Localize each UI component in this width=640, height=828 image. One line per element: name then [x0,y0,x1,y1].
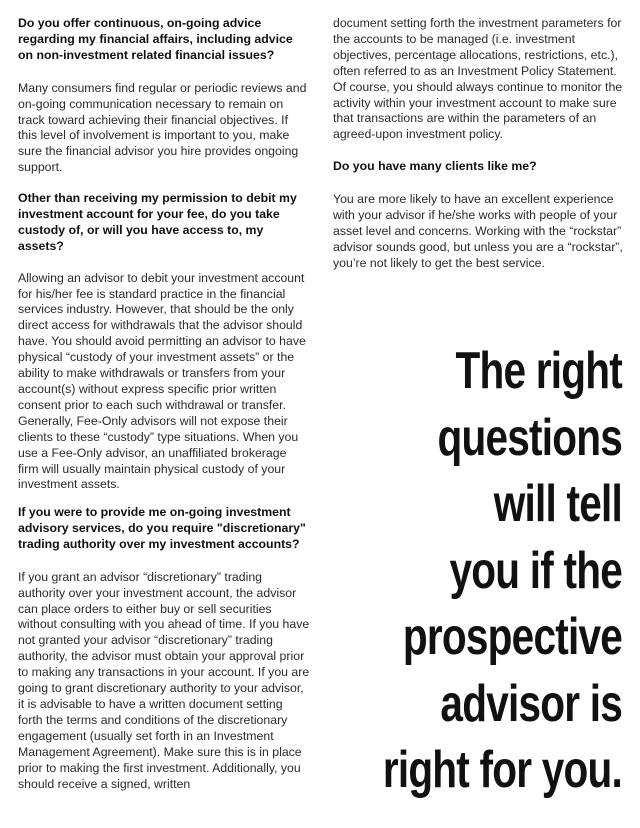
pull-quote-line: right for you. [382,741,622,799]
answer-paragraph: If you grant an advisor “discretionary” trading authority over your investment account, the advisor can place orders to either buy or sell securities without consulting with you ahead of time. If you have not granted your advisor “discretionary” trading authority, the advisor must obtain your approval prior to making any transactions in your account. If you are going to grant discretionary authority to your advisor, it is advisable to have a written document setting forth the terms and conditions of the discretionary engagement (usually set forth in an Investment Management Agreement). Make sure this is in place prior to making the first investment. Additionally, you should receive a signed, written [18,569,310,791]
pull-quote-line: you if the [449,541,622,600]
pull-quote-line: prospective [402,608,622,666]
answer-paragraph: You are more likely to have an excellent experience with your advisor if he/she works with people of your asset level and concerns. Working with the “rockstar” advisor sounds good, but unless you are a “rockstar”, you’re not likely to get the best service. [333,191,623,270]
qa-block-ongoing-advice [18,16,310,176]
pull-quote-line: advisor is [440,674,622,733]
pull-quote [365,338,622,804]
qa-block-custody [18,191,310,493]
question-heading: Do you offer continuous, on-going advice regarding my financial affairs, including advice on non-investment related financial issues? [18,16,293,62]
question-heading: Do you have many clients like me? [333,159,537,173]
qa-block-clients-like-me [333,159,625,271]
pull-quote-line: The right [455,342,622,400]
answer-paragraph: Many consumers find regular or periodic reviews and on-going communication necessary to remain on track toward achieving their financial objectives. If this level of involvement is important to you, make sure the financial advisor you hire provides ongoing support. [18,80,307,175]
pull-quote-line: questions [437,408,622,467]
question-heading: If you were to provide me on-going investment advisory services, do you require "discretionary" trading authority over my investment accounts? [18,505,306,551]
continuation-block [333,16,625,143]
continuation-paragraph: document setting forth the investment parameters for the accounts to be managed (i.e. investment objectives, percentage allocations, restrictions, etc.), often referred to as an Investment Policy Statement. Of course, you should always continue to monitor the activity within your investment account to make sure that transactions are within the parameters of an agreed-upon investment policy. [333,16,623,142]
question-heading: Other than receiving my permission to debit my investment account for your fee, do you take custody of, or will you have access to, my assets? [18,191,297,253]
answer-paragraph: Allowing an advisor to debit your investment account for his/her fee is standard practice in the financial services industry. However, that should be the only direct access for withdrawals that the advisor should have. You should avoid permitting an advisor to have physical “custody of your investment assets” or the ability to make withdrawals or transfers from your account(s) without express specific prior written consent prior to each such withdrawal or transfer. Generally, Fee-Only advisors will not expose their clients to these “custody” type situations. When you use a Fee-Only advisor, an unaffiliated brokerage firm will usually maintain physical custody of your investment assets. [18,270,306,492]
qa-block-discretionary [18,505,310,792]
pull-quote-line: will tell [493,475,622,533]
